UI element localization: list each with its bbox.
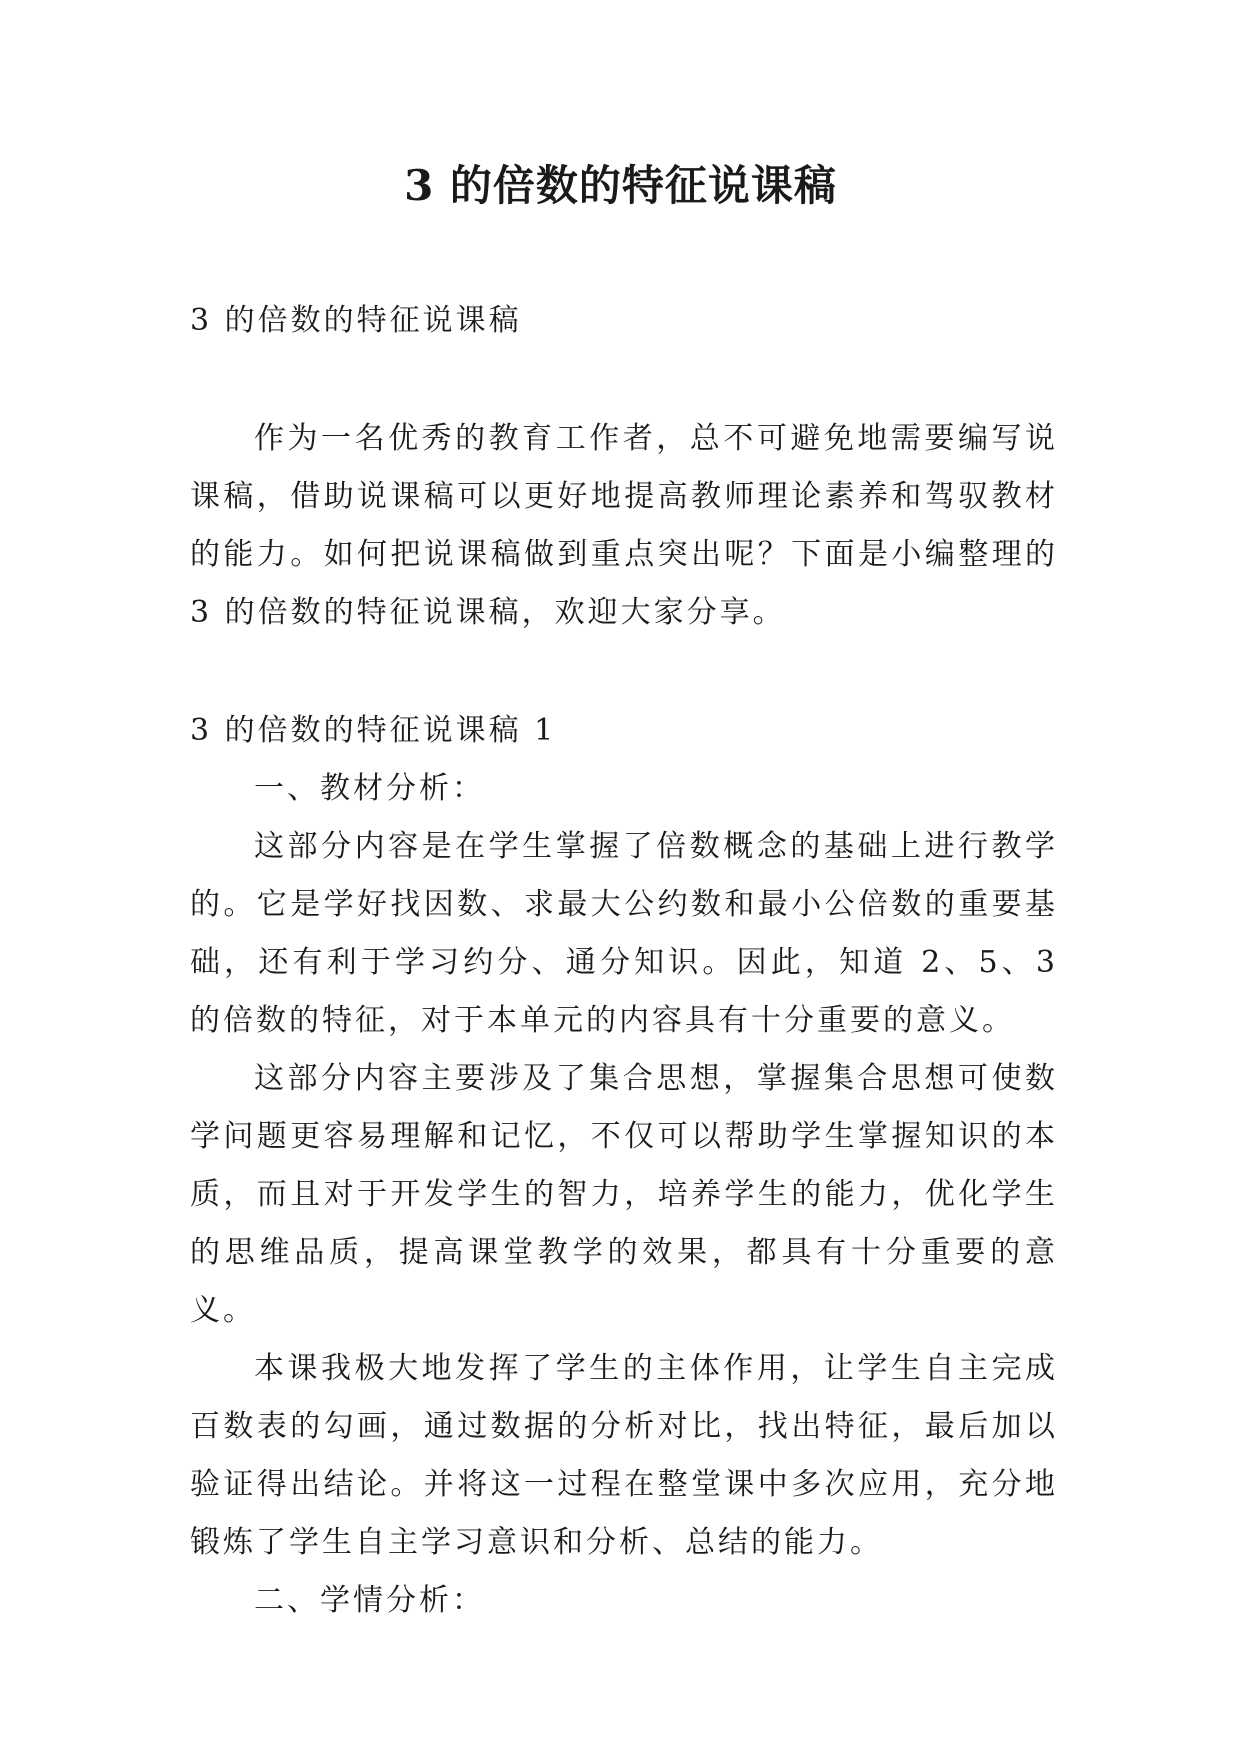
intro-paragraph: 作为一名优秀的教育工作者，总不可避免地需要编写说课稿，借助说课稿可以更好地提高教师理论素养和驾驭教材的能力。如何把说课稿做到重点突出呢？下面是小编整理的 3 的倍数的特征说课稿，欢迎大家分享。: [190, 421, 1058, 630]
body-paragraph: 这部分内容是在学生掌握了倍数概念的基础上进行教学的。它是学好找因数、求最大公约数和最小公倍数的重要基础，还有利于学习约分、通分知识。因此，知道 2、5、3 的倍数的特征，对于本单元的内容具有十分重要的意义。: [190, 829, 1058, 1038]
body-paragraph: 本课我极大地发挥了学生的主体作用，让学生自主完成百数表的勾画，通过数据的分析对比，找出特征，最后加以验证得出结论。并将这一过程在整堂课中多次应用，充分地锻炼了学生自主学习意识和分析、总结的能力。: [190, 1351, 1058, 1560]
document-title: 3 的倍数的特征说课稿: [404, 161, 837, 210]
heading-student-analysis: 二、学情分析：: [254, 1583, 485, 1618]
heading-textbook-analysis: 一、教材分析：: [254, 771, 485, 806]
document-body: [190, 292, 1058, 1630]
spacer: [190, 642, 1058, 702]
document-subtitle: 3 的倍数的特征说课稿: [190, 303, 522, 338]
body-paragraph: 这部分内容主要涉及了集合思想，掌握集合思想可使数学问题更容易理解和记忆，不仅可以帮助学生掌握知识的本质，而且对于开发学生的智力，培养学生的能力，优化学生的思维品质，提高课堂教学的效果，都具有十分重要的意义。: [190, 1061, 1058, 1328]
section-title: 3 的倍数的特征说课稿 1: [190, 713, 557, 748]
spacer: [190, 350, 1058, 410]
